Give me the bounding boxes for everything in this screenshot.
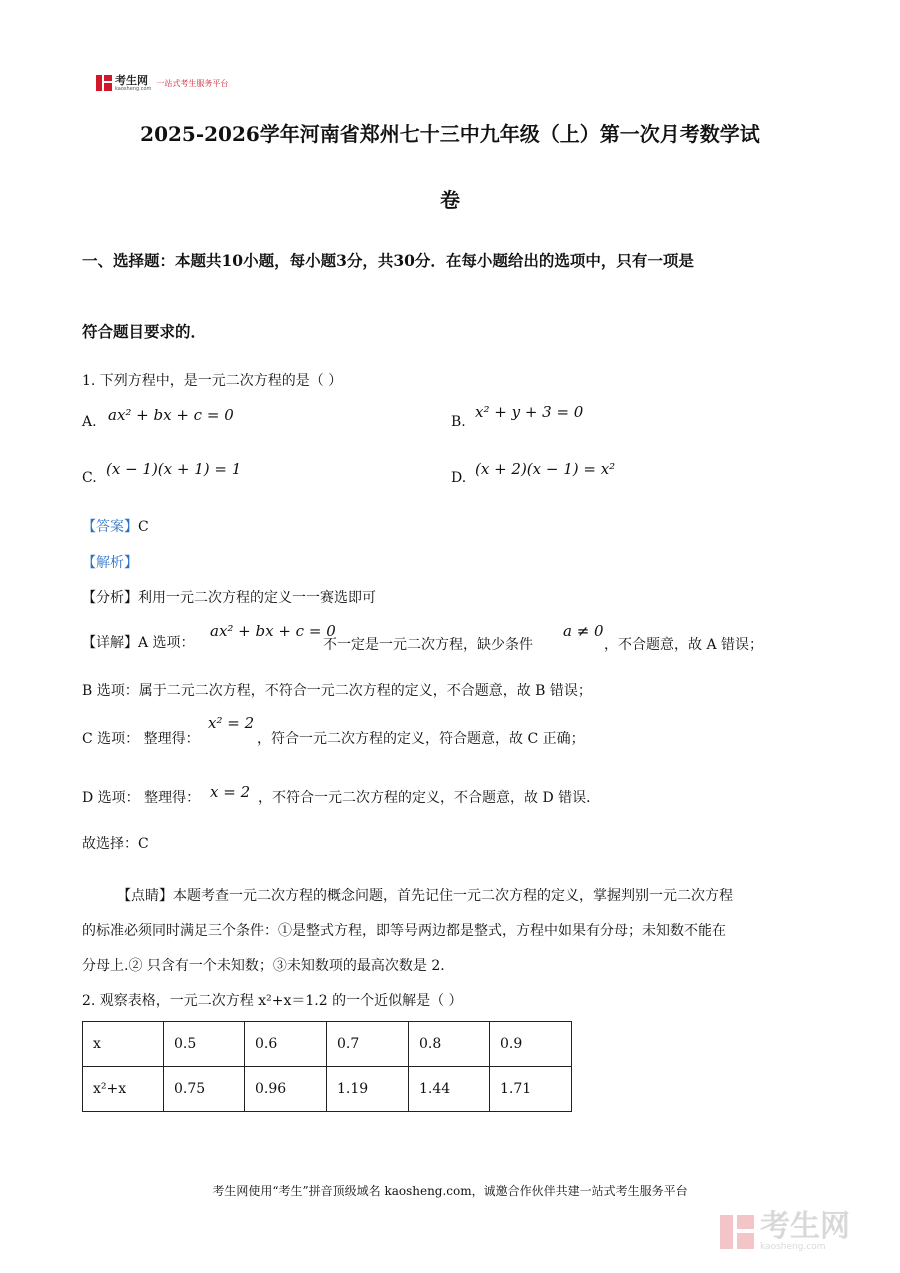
watermark-name: 考生网 (760, 1209, 850, 1244)
logo-icon (96, 75, 112, 91)
choose-line: 故选择：C (82, 836, 149, 852)
footer-text: 考生网使用“考生”拼音顶级域名 kaosheng.com，诚邀合作伙伴共建一站式考生服务平台 (212, 1184, 688, 1198)
detail-c-text: C 选项： 整理得： (82, 731, 200, 747)
detail-d-text-2: ，不符合一元二次方程的定义，不合题意，故 D 错误． (258, 790, 601, 806)
q2-table (82, 1021, 572, 1112)
q1-option-d: (x + 2)(x − 1) = x² (475, 460, 616, 478)
section-heading-line2: 符合题目要求的． (82, 322, 207, 341)
watermark-domain: kaosheng.com (760, 1242, 826, 1252)
detail-c-text-2: ，符合一元二次方程的定义，符合题意，故 C 正确； (257, 731, 585, 747)
watermark-logo-icon (720, 1215, 754, 1249)
detail-a-condition: a ≠ 0 (563, 622, 604, 640)
answer-value: C (138, 519, 149, 535)
table-cell: x (83, 1022, 164, 1067)
detail-a-tag: 【详解】A 选项： (82, 635, 195, 651)
detail-b: B 选项：属于二元二次方程，不符合一元二次方程的定义，不合题意，故 B 错误； (82, 683, 592, 699)
logo-name: 考生网 (115, 73, 148, 87)
detail-a-text-2: ，不合题意，故 A 错误； (604, 637, 764, 653)
detail-d-text: D 选项： 整理得： (82, 790, 201, 806)
header-logo[interactable] (96, 72, 228, 94)
dianjing-line-1: 【点睛】本题考查一元二次方程的概念问题，首先记住一元二次方程的定义，掌握判别一元二次方程 (117, 888, 733, 904)
logo-slogan: 一站式考生服务平台 (156, 78, 229, 88)
dianjing-line-3: 分母上.② 只含有一个未知数；③未知数项的最高次数是 2. (82, 958, 445, 974)
answer-tag: 【答案】 (82, 519, 138, 535)
detail-c-equation: x² = 2 (208, 714, 255, 732)
q1-option-d-label: D. (451, 470, 467, 486)
detail-a-equation: ax² + bx + c = 0 (210, 622, 336, 640)
detail-a-text: 不一定是一元二次方程，缺少条件 (323, 637, 533, 653)
table-row (83, 1022, 572, 1067)
q1-option-b: x² + y + 3 = 0 (475, 403, 584, 421)
section-heading: 一、选择题：本题共10小题，每小题3分，共30分．在每小题给出的选项中，只有一项是 (82, 251, 694, 270)
q1-option-a-label: A. (82, 414, 97, 430)
table-cell: 1.19 (327, 1067, 409, 1112)
table-cell: 0.5 (164, 1022, 245, 1067)
analysis-tag: 【解析】 (82, 555, 138, 571)
q1-option-b-label: B. (451, 414, 466, 430)
table-cell: 1.44 (409, 1067, 490, 1112)
logo-domain: kaosheng.com (115, 85, 152, 92)
detail-d-equation: x = 2 (210, 783, 251, 801)
table-cell: x²+x (83, 1067, 164, 1112)
table-cell: 0.9 (490, 1022, 572, 1067)
table-row (83, 1067, 572, 1112)
q1-option-c: (x − 1)(x + 1) = 1 (106, 460, 242, 478)
table-cell: 0.8 (409, 1022, 490, 1067)
table-cell: 0.96 (245, 1067, 327, 1112)
q1-option-a: ax² + bx + c = 0 (108, 406, 234, 424)
q2-stem: 2. 观察表格，一元二次方程 x²+x＝1.2 的一个近似解是（ ） (82, 993, 463, 1009)
table-cell: 0.7 (327, 1022, 409, 1067)
page-title-line2: 卷 (440, 188, 460, 212)
table-cell: 0.75 (164, 1067, 245, 1112)
page-title: 2025-2026学年河南省郑州七十三中九年级（上）第一次月考数学试 (140, 122, 760, 146)
watermark (720, 1209, 850, 1252)
analysis-fenxi: 【分析】利用一元二次方程的定义一一赛选即可 (82, 590, 376, 606)
table-cell: 0.6 (245, 1022, 327, 1067)
q1-stem: 1. 下列方程中，是一元二次方程的是（ ） (82, 373, 343, 389)
table-cell: 1.71 (490, 1067, 572, 1112)
q1-option-c-label: C. (82, 470, 97, 486)
dianjing-line-2: 的标准必须同时满足三个条件：①是整式方程，即等号两边都是整式，方程中如果有分母；未知数不能在 (82, 923, 726, 939)
